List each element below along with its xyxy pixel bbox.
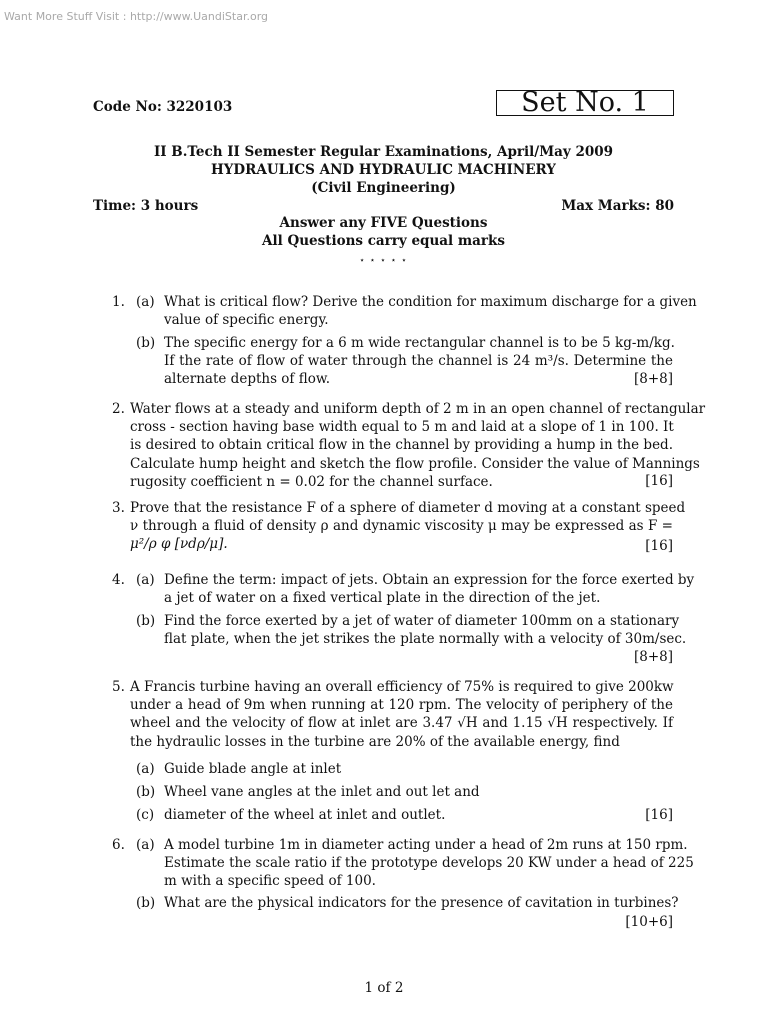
marks-label: [8+8] [633, 371, 673, 387]
part-a-text: A model turbine 1m in diameter acting under a head of 2m runs at 150 rpm. Estimate the scale ratio if the prototype develops 20 KW under a head of 225 m with a specific speed of 100. [164, 837, 694, 890]
instruction-2: All Questions carry equal marks [262, 233, 505, 249]
part-label: (b) [136, 895, 156, 911]
marks-label: [8+8] [633, 649, 673, 665]
part-a-text: Define the term: impact of jets. Obtain an expression for the force exerted by a jet of water on a fixed vertical plate in the direction of the jet. [164, 572, 695, 607]
part-label: (c) [136, 807, 155, 823]
question-text: Prove that the resistance F of a sphere of diameter d moving at a constant speed ν through a fluid of density ρ and dynamic viscosity μ may be expressed as F = μ²/ρ φ [νdρ/μ]. [130, 500, 686, 553]
part-text: Guide blade angle at inlet [164, 761, 342, 777]
part-label: (a) [136, 837, 155, 853]
formula: μ²/ρ φ [νdρ/μ]. [130, 536, 228, 553]
part-b-text: Find the force exerted by a jet of water of diameter 100mm on a stationary flat plate, when the jet strikes the plate normally with a velocity of 30m/sec. [164, 613, 687, 648]
question-number: 3. [112, 500, 125, 516]
marks-label: [16] [645, 538, 673, 554]
question-number: 6. [112, 837, 125, 853]
part-text: diameter of the wheel at inlet and outlet. [164, 807, 446, 823]
instruction-1: Answer any FIVE Questions [279, 215, 488, 231]
part-label: (b) [136, 784, 156, 800]
exam-title-block [93, 143, 674, 197]
question-number: 1. [112, 294, 125, 310]
question-text: A Francis turbine having an overall efficiency of 75% is required to give 200kw under a head of 9m when running at 120 rpm. The velocity of periphery of the wheel and the velocity of flow at inlet are 3.47 √H and 1.15 √H respectively. If the hydraulic losses in the turbine are 20% of the available energy, find [130, 679, 674, 750]
star-divider: ⋆ ⋆ ⋆ ⋆ ⋆ [359, 256, 408, 266]
part-label: (a) [136, 572, 155, 588]
part-b-text: The specific energy for a 6 m wide rectangular channel is to be 5 kg-m/kg. If the rate of flow of water through the channel is 24 m³/s. Determine the alternate depths of flow. [164, 335, 675, 388]
question-number: 4. [112, 572, 125, 588]
max-marks: Max Marks: 80 [561, 198, 674, 214]
part-text: Wheel vane angles at the inlet and out let and [164, 784, 480, 800]
question-number: 2. [112, 401, 125, 417]
part-a-text: What is critical flow? Derive the condition for maximum discharge for a given value of specific energy. [164, 294, 697, 329]
part-label: (b) [136, 335, 156, 351]
exam-line: II B.Tech II Semester Regular Examinations, April/May 2009 [153, 144, 614, 160]
part-label: (a) [136, 294, 155, 310]
set-number-box: Set No. 1 [496, 90, 674, 116]
marks-label: [16] [645, 807, 673, 823]
marks-label: [10+6] [625, 914, 673, 930]
subject-title: HYDRAULICS AND HYDRAULIC MACHINERY [211, 162, 556, 178]
page-number: 1 of 2 [364, 980, 404, 996]
branch-name: (Civil Engineering) [311, 180, 456, 196]
marks-label: [16] [645, 473, 673, 489]
watermark-text: Want More Stuff Visit : http://www.UandiStar.org [4, 10, 269, 23]
part-b-text: What are the physical indicators for the presence of cavitation in turbines? [164, 895, 679, 911]
time-allowed: Time: 3 hours [93, 198, 199, 214]
question-number: 5. [112, 679, 125, 695]
code-number: Code No: 3220103 [93, 99, 233, 115]
part-label: (a) [136, 761, 155, 777]
question-text: Water flows at a steady and uniform depth of 2 m in an open channel of rectangular cross - section having base width equal to 5 m and laid at a slope of 1 in 100. It is desired to obtain critical flow in the channel by providing a hump in the bed. Calculate hump height and sketch the flow profile. Consider the value of Mannings rugosity coefficient n = 0.02 for the channel surface. [130, 401, 706, 490]
instructions [93, 214, 674, 250]
part-label: (b) [136, 613, 156, 629]
